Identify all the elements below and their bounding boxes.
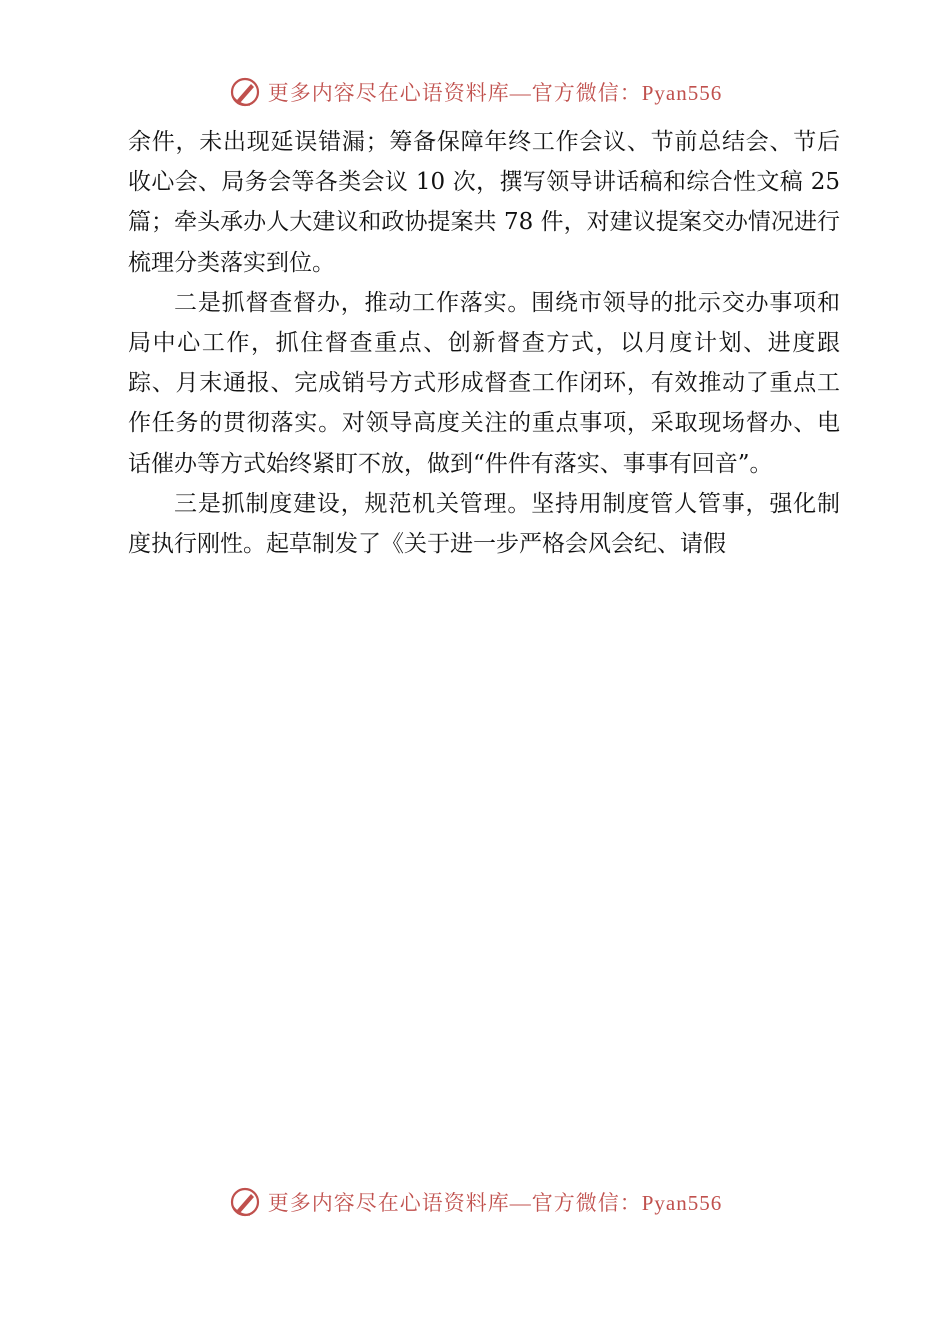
paragraph-continued: 余件，未出现延误错漏；筹备保障年终工作会议、节前总结会、节后收心会、局务会等各类会议 10 次，撰写领导讲话稿和综合性文稿 25 篇；牵头承办人大建议和政协提案共 78 件，对建议提案交办情况进行梳理分类落实到位。 [128,129,840,276]
banner-text: 更多内容尽在心语资料库—官方微信：Pyan556 [267,1191,723,1215]
pen-seal-icon [228,75,262,109]
document-body [128,122,840,564]
banner-text: 更多内容尽在心语资料库—官方微信：Pyan556 [267,81,723,105]
paragraph-institution: 三是抓制度建设，规范机关管理。坚持用制度管人管事，强化制度执行刚性。起草制发了《关于进一步严格会风会纪、请假 [128,490,840,558]
pen-seal-icon [228,1185,262,1219]
footer-banner [0,1182,950,1222]
header-banner [0,72,950,112]
paragraph-supervision: 二是抓督查督办，推动工作落实。围绕市领导的批示交办事项和局中心工作，抓住督查重点、创新督查方式，以月度计划、进度跟踪、月末通报、完成销号方式形成督查工作闭环，有效推动了重点工作任务的贯彻落实。对领导高度关注的重点事项，采取现场督办、电话催办等方式始终紧盯不放，做到“件件有落实、事事有回音”。 [128,289,840,477]
